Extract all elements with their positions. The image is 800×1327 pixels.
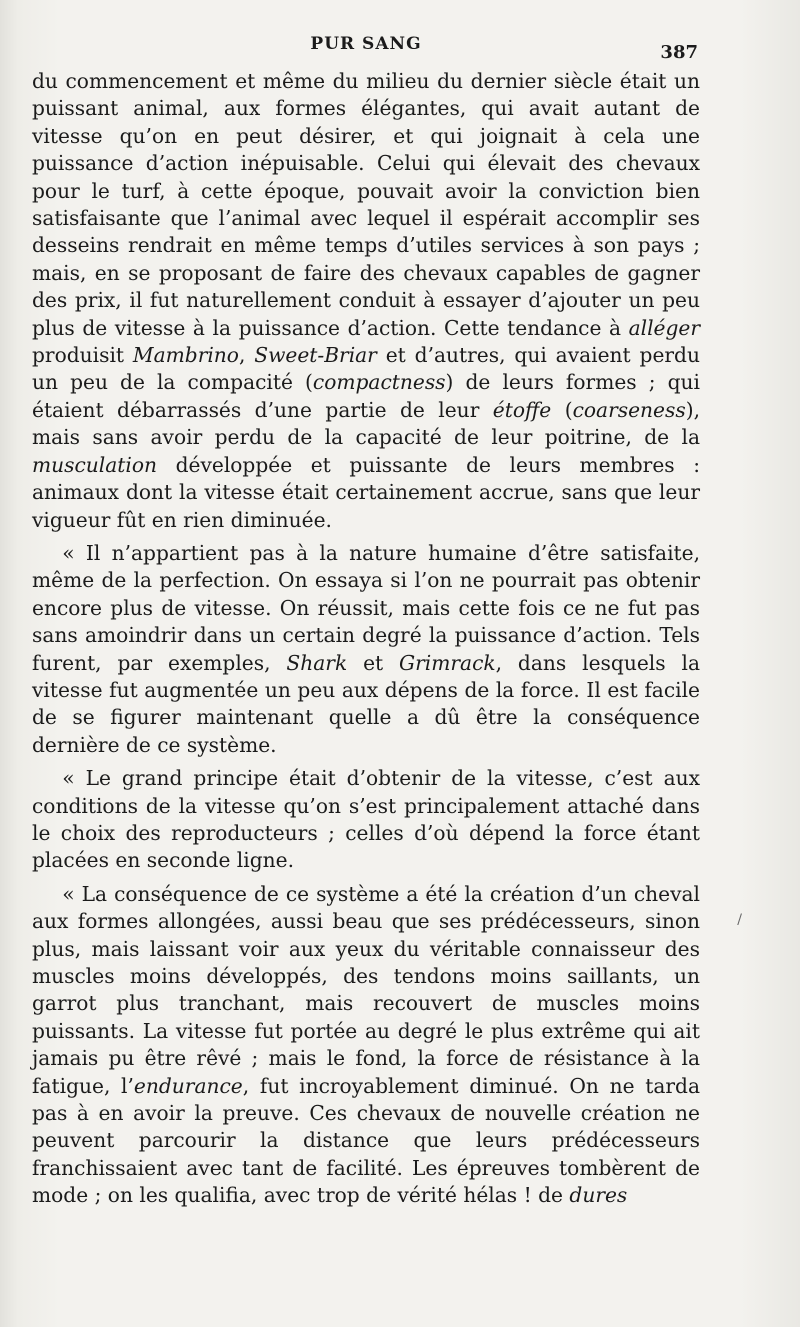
- text-run: ,: [238, 343, 255, 368]
- paragraph-1: [32, 68, 700, 534]
- text-run: et d’autres, qui avaient perdu un peu de la compacité (: [32, 343, 700, 395]
- italic-term: coarseness: [572, 397, 686, 422]
- italic-term: compactness: [312, 370, 446, 395]
- paragraph-4: [32, 881, 700, 1210]
- italic-term: Grimrack: [399, 650, 496, 675]
- italic-term: musculation: [32, 452, 158, 477]
- text-run: « Le grand principe était d’obtenir de la vitesse, c’est aux conditions de la vitesse qu’on s’est principalement attaché dans le choix des reproducteurs ; celles d’où dépend la force étant placées en seconde ligne.: [32, 766, 700, 873]
- text-run: « Il n’appartient pas à la nature humaine d’être satisfaite, même de la perfection. On essaya si l’on ne pourrait pas obtenir encore plus de vitesse. On réussit, mais cette fois ce ne fut pas sans amoindrir dans un certain degré la puissance d’action. Tels furent, par exemples,: [32, 540, 700, 675]
- italic-term: Sweet-Briar: [254, 343, 377, 368]
- text-run: , fut incroyablement diminué. On ne tarda pas à en avoir la preuve. Ces chevaux de nouvelle création ne peuvent parcourir la distance que leurs prédécesseurs franchissaient avec tant de facilité. Les épreuves tombèrent de mode ; on les qualifia, avec trop de vérité hélas ! de: [32, 1073, 700, 1208]
- italic-term: Mambrino: [132, 343, 239, 368]
- italic-term: endurance: [133, 1073, 243, 1098]
- running-head: PUR SANG: [310, 34, 422, 54]
- text-run: produisit: [32, 343, 133, 368]
- margin-pencil-mark: /: [737, 912, 742, 928]
- text-run: ) de leurs formes ; qui étaient débarrassés d’une partie de leur: [32, 370, 700, 422]
- text-run: développée et puissante de leurs membres : animaux dont la vitesse était certainement accrue, sans que leur vigueur fût en rien diminuée.: [32, 452, 700, 532]
- text-run: du commencement et même du milieu du dernier siècle était un puissant animal, aux formes élégantes, qui avait autant de vitesse qu’on en peut désirer, et qui joignait à cela une puissance d’action inépuisable. Celui qui élevait des chevaux pour le turf, à cette époque, pouvait avoir la conviction bien satisfaisante que l’animal avec lequel il espérait accomplir ses desseins rendrait en même temps d’utiles services à son pays ; mais, en se proposant de faire des chevaux capables de gagner des prix, il fut naturellement conduit à essayer d’ajouter un peu plus de vitesse à la puissance d’action. Cette tendance à: [32, 69, 700, 340]
- text-run: (: [551, 397, 573, 422]
- italic-term: étoffe: [492, 397, 552, 422]
- italic-term: Shark: [286, 650, 348, 675]
- page-number: 387: [660, 42, 698, 63]
- paragraph-2: [32, 540, 700, 759]
- text-run: et: [347, 650, 400, 675]
- text-run: ), mais sans avoir perdu de la capacité de leur poitrine, de la: [32, 397, 700, 450]
- paragraph-3: [32, 765, 700, 875]
- text-run: , dans lesquels la vitesse fut augmentée un peu aux dépens de la force. Il est facile de se figurer maintenant quelle a dû être la conséquence dernière de ce système.: [32, 650, 700, 757]
- body-text: [32, 68, 700, 1210]
- text-run: « La conséquence de ce système a été la création d’un cheval aux formes allongées, aussi beau que ses prédécesseurs, sinon plus, mais laissant voir aux yeux du véritable connaisseur des muscles moins développés, des tendons moins saillants, un garrot plus tranchant, mais recouvert de muscles moins puissants. La vitesse fut portée au degré le plus extrême qui ait jamais pu être rêvé ; mais le fond, la force de résistance à la fatigue, l’: [32, 881, 700, 1098]
- page-header: [34, 30, 698, 63]
- italic-term: alléger: [628, 315, 700, 340]
- italic-term: dures: [569, 1183, 628, 1208]
